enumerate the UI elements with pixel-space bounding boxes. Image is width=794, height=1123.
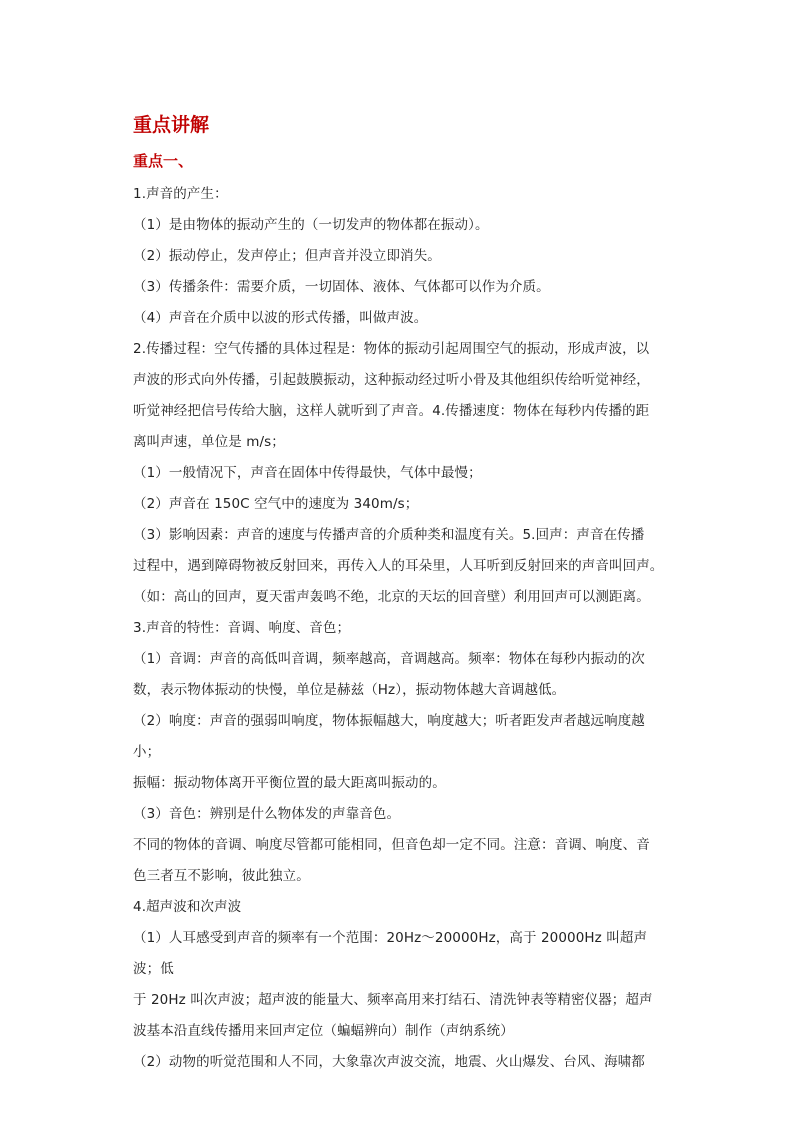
text-line: 波基本沿直线传播用来回声定位（蝙蝠辨向）制作（声纳系统） (133, 1023, 514, 1039)
text-line: （3）传播条件：需要介质，一切固体、液体、气体都可以作为介质。 (133, 279, 550, 295)
section-heading: 重点一、 (133, 152, 194, 170)
text-line: （2）声音在 150C 空气中的速度为 340m/s； (133, 496, 419, 512)
text-line: （1）音调：声音的高低叫音调，频率越高，音调越高。频率：物体在每秒内振动的次 (133, 651, 645, 667)
text-line: 数，表示物体振动的快慢，单位是赫兹（Hz），振动物体越大音调越低。 (133, 682, 566, 698)
text-line: 4.超声波和次声波 (133, 899, 242, 915)
text-line: 过程中，遇到障碍物被反射回来，再传入人的耳朵里，人耳听到反射回来的声音叫回声。 (133, 558, 664, 574)
text-line: 2.传播过程：空气传播的具体过程是：物体的振动引起周围空气的振动，形成声波，以 (133, 341, 650, 357)
text-line: 小； (133, 744, 161, 760)
text-line: 振幅：振动物体离开平衡位置的最大距离叫振动的。 (133, 775, 446, 791)
text-line: 离叫声速，单位是 m/s； (133, 434, 285, 450)
text-line: 3.声音的特性：音调、响度、音色； (133, 620, 351, 636)
text-line: （2）振动停止，发声停止；但声音并没立即消失。 (133, 248, 441, 264)
text-line: （1）人耳感受到声音的频率有一个范围：20Hz～20000Hz，高于 20000Hz 叫超声波；低 (133, 930, 648, 977)
text-line: 声波的形式向外传播，引起鼓膜振动，这种振动经过听小骨及其他组织传给听觉神经， (133, 372, 650, 388)
text-line: （1）是由物体的振动产生的（一切发声的物体都在振动）。 (133, 217, 489, 233)
text-line: （3）音色：辨别是什么物体发的声靠音色。 (133, 806, 401, 822)
text-line: 色三者互不影响，彼此独立。 (133, 868, 310, 884)
text-line: （3）影响因素：声音的速度与传播声音的介质种类和温度有关。5.回声：声音在传播 (133, 527, 645, 543)
text-line: （如：高山的回声，夏天雷声轰鸣不绝，北京的天坛的回音壁）利用回声可以测距离。 (133, 589, 650, 605)
page-title: 重点讲解 (133, 114, 210, 136)
text-line: （4）声音在介质中以波的形式传播，叫做声波。 (133, 310, 428, 326)
text-line: 1.声音的产生： (133, 186, 228, 202)
text-line: 于 20Hz 叫次声波；超声波的能量大、频率高用来打结石、清洗钟表等精密仪器；超声 (133, 992, 653, 1008)
text-line: （2）动物的听觉范围和人不同，大象靠次声波交流，地震、火山爆发、台风、海啸都 (133, 1054, 645, 1070)
text-line: （2）响度：声音的强弱叫响度，物体振幅越大，响度越大；听者距发声者越远响度越 (133, 713, 645, 729)
document-body (133, 111, 669, 1078)
text-line: 听觉神经把信号传给大脑，这样人就听到了声音。4.传播速度：物体在每秒内传播的距 (133, 403, 650, 419)
text-line: 不同的物体的音调、响度尽管都可能相同，但音色却一定不同。注意：音调、响度、音 (133, 837, 650, 853)
text-line: （1）一般情况下，声音在固体中传得最快，气体中最慢； (133, 465, 482, 481)
